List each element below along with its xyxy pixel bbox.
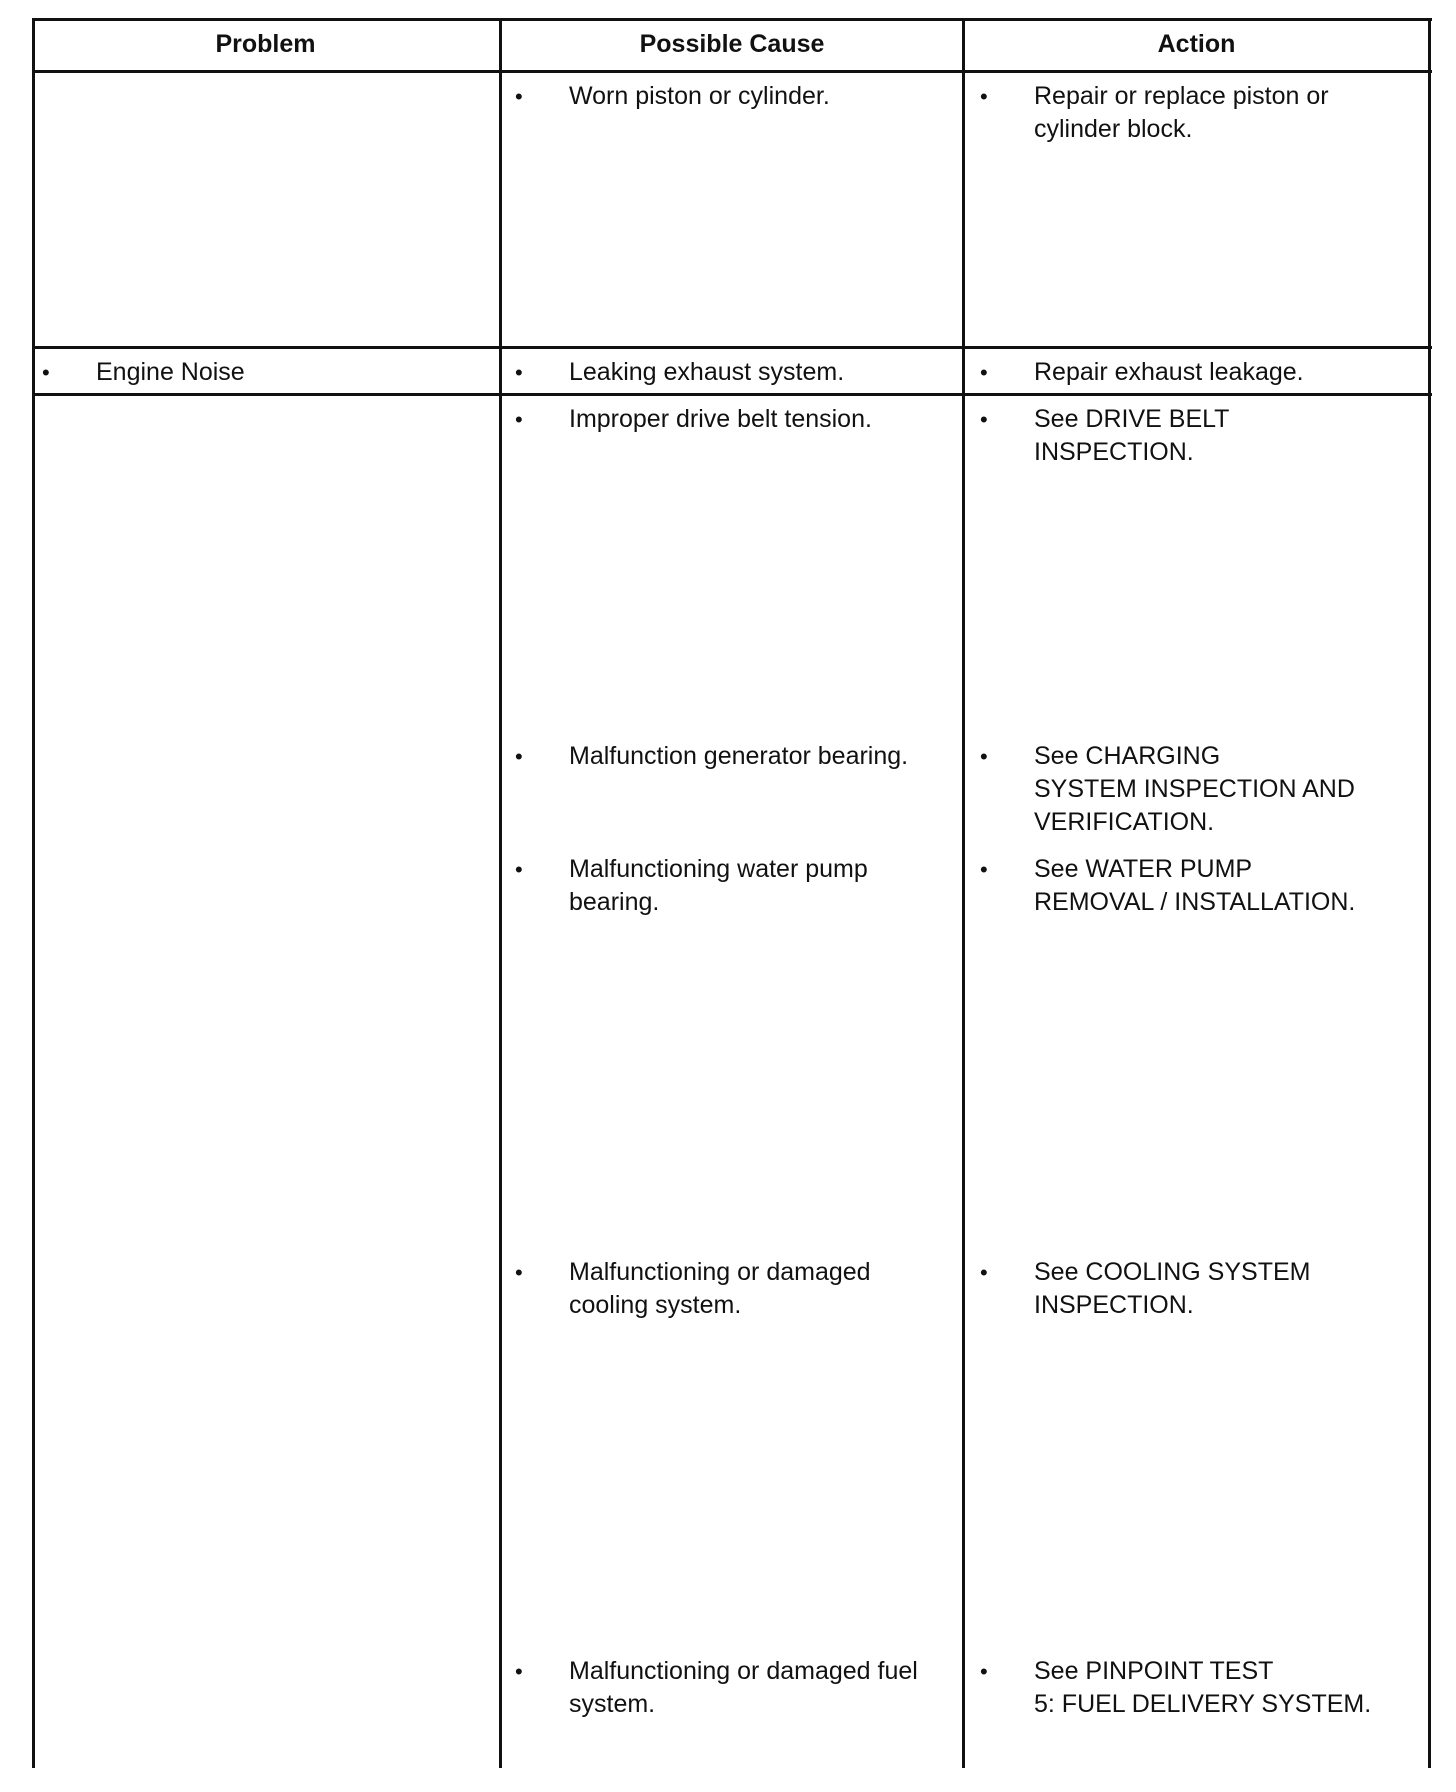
table-right-border (1428, 18, 1431, 1768)
bullet-icon: • (515, 84, 523, 109)
header-possible-cause: Possible Cause (639, 29, 825, 58)
bullet-icon: • (515, 1659, 523, 1684)
cause-text: Improper drive belt tension. (569, 405, 872, 433)
action-text: Repair exhaust leakage. (1034, 358, 1304, 386)
bullet-icon: • (515, 857, 523, 882)
action-text: See WATER PUMP REMOVAL / INSTALLATION. (1034, 855, 1356, 916)
troubleshooting-table (32, 18, 1432, 1768)
bullet-icon: • (515, 360, 523, 385)
bullet-icon: • (515, 407, 523, 432)
table-left-border (32, 18, 35, 1768)
bullet-icon: • (980, 407, 988, 432)
bullet-icon: • (980, 360, 988, 385)
header-bottom-border (32, 70, 1432, 73)
action-text: See CHARGING SYSTEM INSPECTION AND VERIFICATION. (1034, 742, 1355, 836)
problem-text: Engine Noise (96, 358, 245, 386)
bullet-icon: • (515, 744, 523, 769)
row-divider (32, 346, 1432, 349)
action-text: Repair or replace piston or cylinder block. (1034, 82, 1329, 143)
header-problem: Problem (215, 29, 316, 58)
column-divider (962, 18, 965, 1768)
action-text: See DRIVE BELT INSPECTION. (1034, 405, 1230, 466)
bullet-icon: • (980, 744, 988, 769)
bullet-icon: • (515, 1260, 523, 1285)
bullet-icon: • (980, 857, 988, 882)
cause-text: Malfunctioning water pump bearing. (569, 855, 868, 916)
cause-text: Malfunctioning or damaged cooling system. (569, 1258, 871, 1319)
row-divider (32, 393, 1432, 396)
cause-text: Worn piston or cylinder. (569, 82, 830, 110)
action-text: See PINPOINT TEST 5: FUEL DELIVERY SYSTEM. (1034, 1657, 1372, 1718)
bullet-icon: • (42, 360, 50, 385)
column-divider (499, 18, 502, 1768)
cause-text: Malfunction generator bearing. (569, 742, 909, 770)
cause-text: Malfunctioning or damaged fuel system. (569, 1657, 918, 1718)
bullet-icon: • (980, 84, 988, 109)
bullet-icon: • (980, 1260, 988, 1285)
bullet-icon: • (980, 1659, 988, 1684)
header-action: Action (1157, 29, 1236, 58)
action-text: See COOLING SYSTEM INSPECTION. (1034, 1258, 1311, 1319)
cause-text: Leaking exhaust system. (569, 358, 845, 386)
